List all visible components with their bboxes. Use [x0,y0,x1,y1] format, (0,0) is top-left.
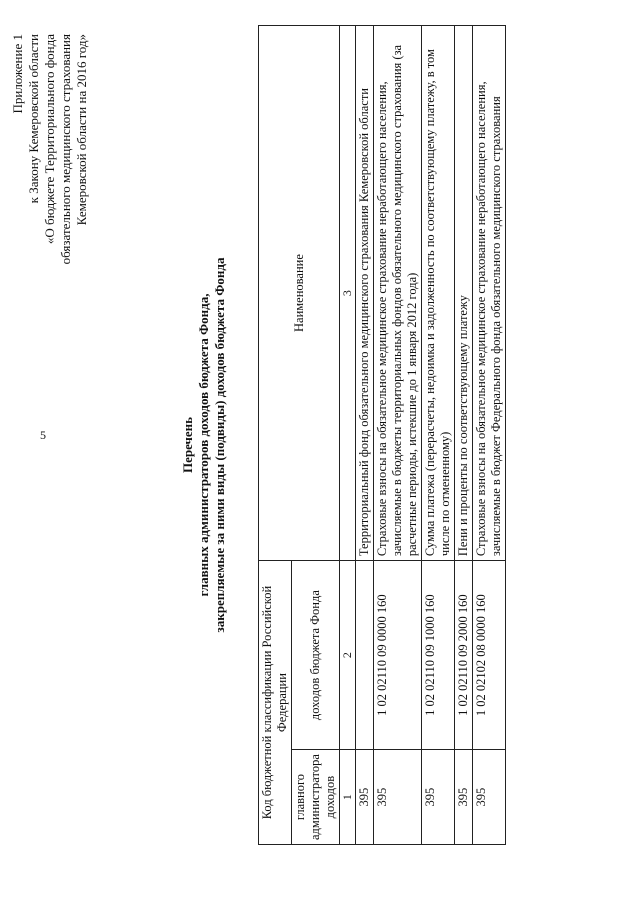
header-code-cell: доходов бюджета Фонда [292,561,340,750]
column-number: 1 [340,750,356,845]
table-header-row [259,26,292,845]
appendix-header [10,34,90,354]
name-cell: Территориальный фонд обязательного медицинского страхования Кемеровской области [356,26,374,561]
name-cell: Страховые взносы на обязательное медицинское страхование неработающего населения, зачисляемые в бюджет Федерального фонда обязательного медицинского страхования [473,26,506,561]
document-title [180,235,228,655]
name-cell: Страховые взносы на обязательное медицинское страхование неработающего населения, зачисляемые в бюджеты территориальных фондов обязательного медицинского страхования (за расчетные периоды, истекшие до 1 января 2012 года) [374,26,422,561]
header-admin-cell: главного администратора доходов [292,750,340,845]
table-row [374,26,422,845]
admin-code-cell: 395 [473,750,506,845]
appendix-line: обязательного медицинского страхования [58,34,73,265]
revenue-code-cell: 1 02 02110 09 2000 160 [455,561,473,750]
revenue-code-cell: 1 02 02110 09 0000 160 [374,561,422,750]
page-number: 5 [40,428,46,442]
title-line-2: главных администраторов доходов бюджета Фонда, [196,293,211,597]
table-row [422,26,455,845]
name-cell: Сумма платежа (перерасчеты, недоимка и задолженность по соответствующему платежу, в том числе по отмененному) [422,26,455,561]
admin-code-cell: 395 [374,750,422,845]
admin-code-cell: 395 [422,750,455,845]
table-row [473,26,506,845]
column-number: 2 [340,561,356,750]
table-row [356,26,374,845]
admin-code-cell: 395 [356,750,374,845]
revenue-table [258,25,506,845]
appendix-line: «О бюджете Территориального фонда [42,34,57,245]
header-name-cell: Наименование [259,26,340,561]
name-cell: Пени и проценты по соответствующему платежу [455,26,473,561]
appendix-line: Приложение 1 [10,34,25,114]
appendix-line: Кемеровской области на 2016 год» [74,34,89,226]
title-line-1: Перечень [180,416,195,474]
header-group-cell: Код бюджетной классификации Российской Федерации [259,561,292,845]
revenue-code-cell: 1 02 02102 08 0000 160 [473,561,506,750]
appendix-line: к Закону Кемеровской области [26,34,41,204]
revenue-code-cell: 1 02 02110 09 1000 160 [422,561,455,750]
column-number-row [340,26,356,845]
column-number: 3 [340,26,356,561]
table-row [455,26,473,845]
admin-code-cell: 395 [455,750,473,845]
title-line-3: закрепляемые за ними виды (подвиды) доходов бюджета Фонда [212,257,227,633]
revenue-code-cell [356,561,374,750]
